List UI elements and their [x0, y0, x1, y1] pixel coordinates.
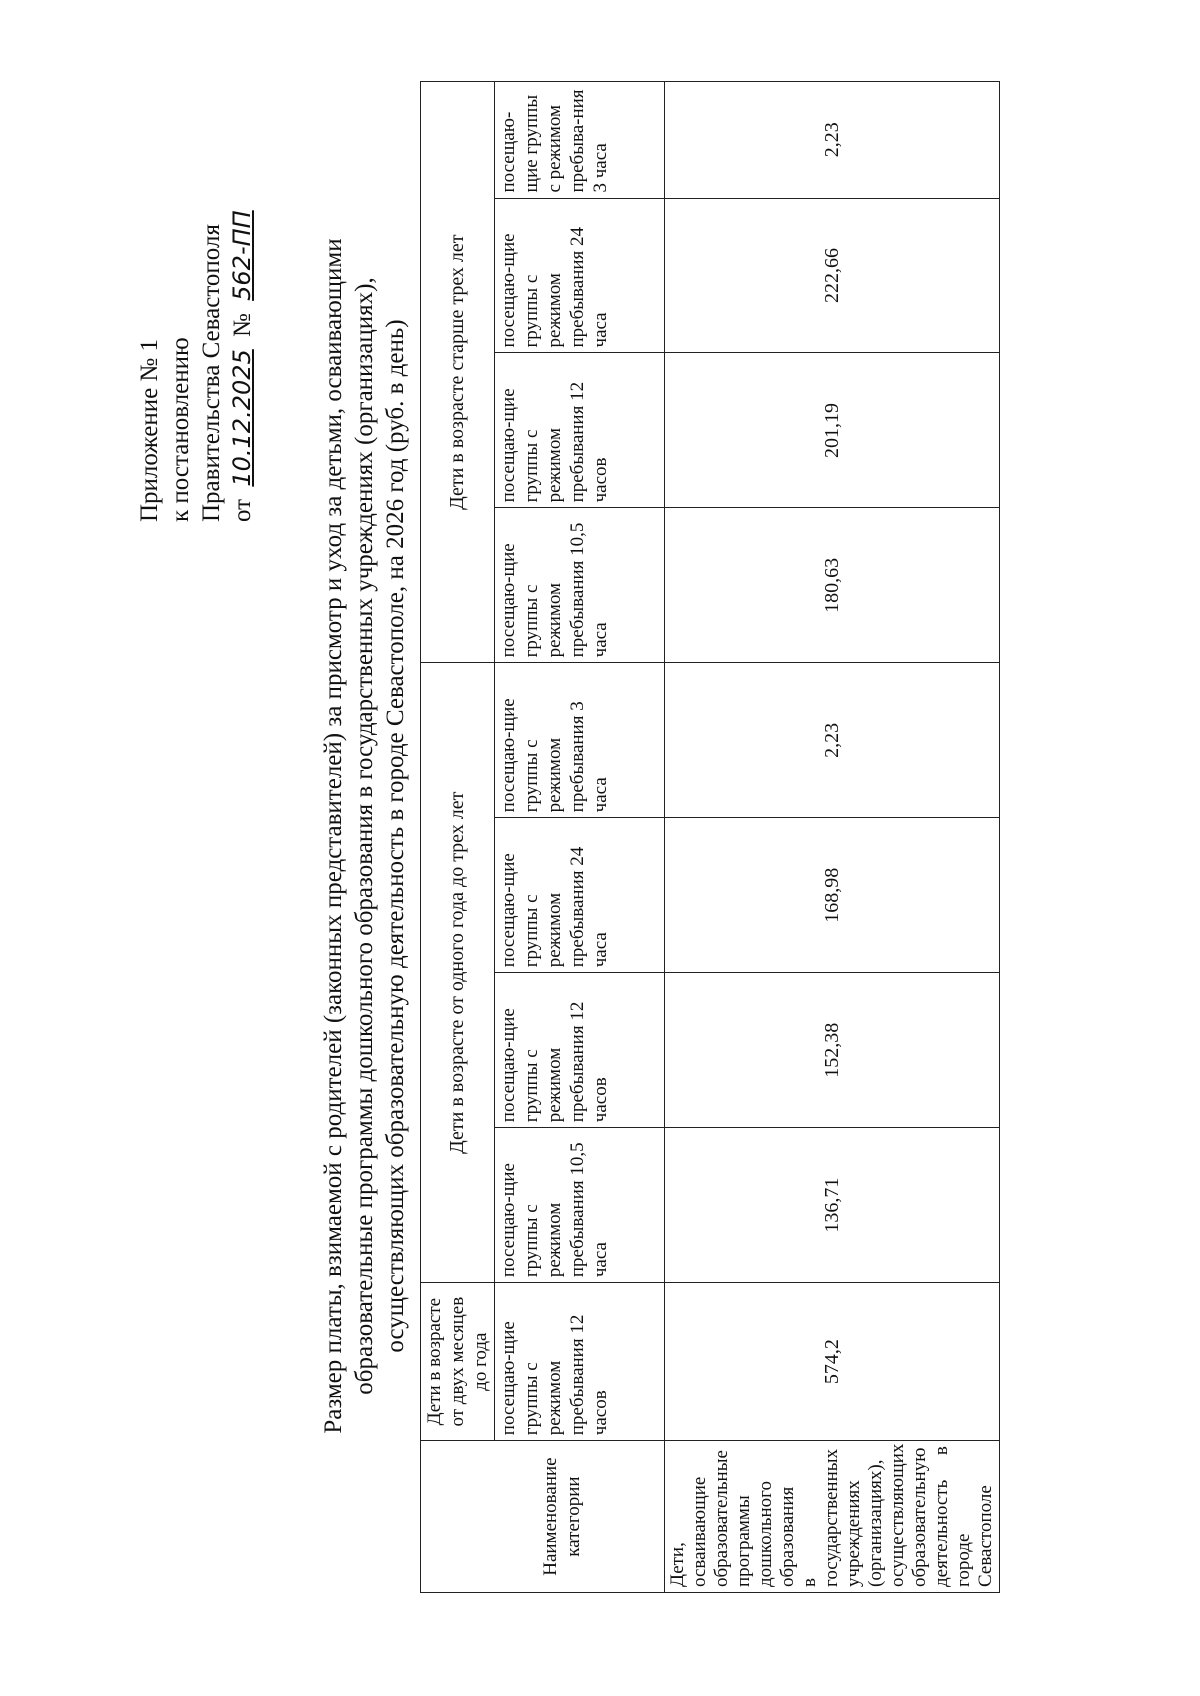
value-cell: 201,19 — [665, 353, 1000, 508]
header-mode: посещаю-щие группы с режимом пребывания 12 часов — [495, 1283, 665, 1441]
header-mode: посещаю-щие группы с режимом пребывания 3 часа — [495, 663, 665, 818]
title-line-2: образовательные программы дошкольного образования в государственных учреждениях (организациях), — [351, 277, 378, 1395]
header-mode: посещаю-щие группы с режимом пребывания 10,5 часа — [495, 508, 665, 663]
value-cell: 574,2 — [665, 1283, 1000, 1441]
title-line-3: осуществляющих образовательную деятельность в городе Севастополе, на 2026 год (руб. в день) — [382, 319, 409, 1353]
date-prefix: от — [229, 498, 256, 522]
header-mode: посещаю-щие группы с режимом пребывания 12 часов — [495, 973, 665, 1128]
category-line: (организациях), — [865, 1459, 886, 1587]
category-line: учреждениях — [843, 1480, 864, 1587]
category-line: в государственных — [799, 1448, 842, 1587]
value-cell: 2,23 — [665, 82, 1000, 199]
category-line: дошкольного — [755, 1481, 776, 1587]
appendix-line-1: Приложение № 1 — [136, 338, 163, 522]
category-line: городе Севастополе — [953, 1485, 996, 1587]
value-cell: 222,66 — [665, 198, 1000, 353]
value-cell: 168,98 — [665, 818, 1000, 973]
header-row-age-groups — [421, 82, 495, 1593]
handwritten-date: 10.12.2025 — [228, 349, 256, 487]
handwritten-number: 562-ПП — [228, 210, 256, 301]
category-line: образовательные — [711, 1450, 732, 1587]
category-line: деятельность в — [931, 1446, 952, 1587]
appendix-line-2: к постановлению — [167, 337, 194, 522]
header-mode: посещаю-щие группы с режимом пребыва-ния 3 часа — [495, 82, 665, 199]
header-age-group: Дети в возрасте старше трех лет — [421, 82, 495, 663]
fee-table — [420, 81, 1000, 1593]
category-cell — [665, 1441, 1000, 1593]
table-row — [665, 82, 1000, 1593]
header-age-group: Дети в возрасте от двух месяцев до года — [421, 1283, 495, 1441]
header-mode: посещаю-щие группы с режимом пребывания 24 часа — [495, 818, 665, 973]
header-row-modes — [495, 82, 665, 1593]
header-mode: посещаю-щие группы с режимом пребывания 12 часов — [495, 353, 665, 508]
value-cell: 2,23 — [665, 663, 1000, 818]
category-line: образования — [777, 1486, 798, 1587]
header-category: Наименование категории — [421, 1441, 665, 1593]
header-mode: посещаю-щие группы с режимом пребывания 10,5 часа — [495, 1128, 665, 1283]
title-line-1: Размер платы, взимаемой с родителей (законных представителей) за присмотр и уход за детьми, осваивающими — [320, 238, 347, 1434]
category-line: Дети, осваивающие — [667, 1476, 710, 1587]
header-mode: посещаю-щие группы с режимом пребывания 24 часа — [495, 198, 665, 353]
value-cell: 152,38 — [665, 973, 1000, 1128]
appendix-date-line — [227, 102, 258, 522]
document-title — [318, 126, 411, 1546]
value-cell: 180,63 — [665, 508, 1000, 663]
appendix-line-3: Правительства Севастополя — [198, 224, 225, 522]
category-line: образовательную — [909, 1447, 930, 1587]
appendix-block — [134, 102, 258, 522]
value-cell: 136,71 — [665, 1128, 1000, 1283]
category-line: программы — [733, 1495, 754, 1587]
category-line: осуществляющих — [887, 1443, 908, 1587]
header-age-group: Дети в возрасте от одного года до трех лет — [421, 663, 495, 1283]
number-prefix: № — [229, 313, 256, 337]
